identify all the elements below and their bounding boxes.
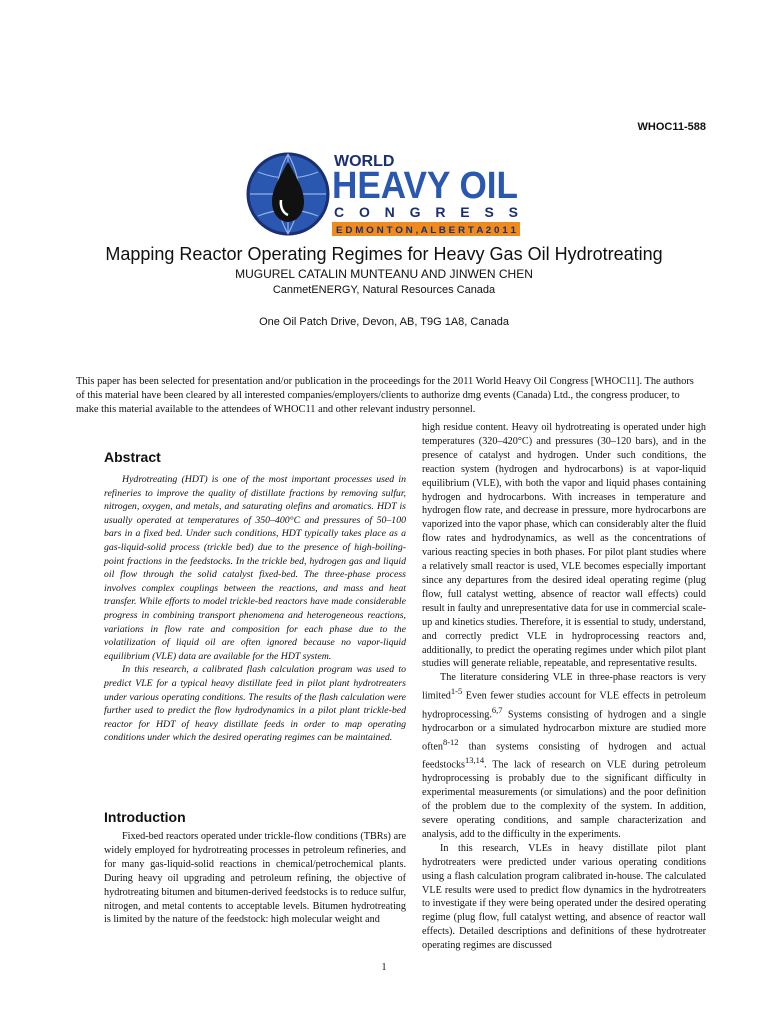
right-paragraph-1: high residue content. Heavy oil hydrotreating is operated under high temperatures (320–420°C) and pressures (30–120 bars), and in the presence of catalyst and hydrogen. Under such conditions, the reaction system (hydrogen and hydrocarbons) is at vapor-liquid equilibrium (VLE), with both the vapor and liquid phases containing hydrogen and hydrocarbons. With increases in temperature and hydrogen flow rate, and decrease in pressure, more hydrocarbons are vaporized into the vapor phase, which can considerably alter the fluid flow rates and hydrodynamics, as well as the concentrations of various reacting species in both phases. For pilot plant studies where a relatively small reactor is used, VLE becomes especially important since any departures from the desired ideal operating regime (plug flow, full catalyst wetting, absence of reactor wall effects) could result in faulty and unrepresentative data for use in commercial scale-up and kinetics studies. Therefore, it is essential to study, understand, and correctly predict VLE in hydroprocessing reactors and, additionally, to predict the operating regimes under which pilot plant studies will generate reliable, repeatable, and representative results. — [422, 422, 707, 670]
right-column — [422, 421, 706, 953]
right-paragraph-2: The literature considering VLE in three-phase reactors is very limited$^{1-5}$ Even fewer studies account for VLE effects in petroleum hydroprocessing.$^{6,7}$ Systems consisting of hydrogen and a single hydrocarbon or a simulated hydrocarbon mixture are studied more often$^{8-12}$ than systems consisting of hydrogen and actual feedstocks$^{13,14}$. The lack of research on VLE during petroleum hydroprocessing is probably due to the significant difficulty in experimental measurements (or simulations) and the poor definition of the problem due to the complexity of the system. In addition, severe operating conditions, and sample characterization and analysis, add to the difficulty in the experiments. — [422, 672, 706, 840]
paper-title: Mapping Reactor Operating Regimes for Heavy Gas Oil Hydrotreating — [105, 244, 663, 264]
affiliation: CanmetENERGY, Natural Resources Canada — [272, 284, 496, 296]
abstract-paragraph-1: Hydrotreating (HDT) is one of the most important processes used in refineries to improve the quality of distillate fractions by removing sulfur, nitrogen, oxygen, and metals, and saturating olefins and aromatics. HDT is usually operated at temperatures of 350–400°C and pressures of 50–100 bars in a fixed bed. Under such conditions, HDT typically takes place as a gas-liquid-solid process (trickle bed) due to the presence of high-boiling-point fractions in the feedstocks. In the trickle bed, hydrogen gas and liquid oil flow through the solid catalyst fixed-bed. The three-phase process involves complex couplings between the reactions, and mass and heat transfer. While efforts to model trickle-bed reactors have made considerable progress in combining transport phenomena and heterogeneous reactions, variations in flow rate and composition for each phase due to the volatilization of liquid oil are often ignored because no vapor-liquid equilibrium (VLE) data are available for the HDT system. — [104, 474, 406, 662]
citation: 1-5 — [450, 686, 463, 697]
introduction-paragraph-1: Fixed-bed reactors operated under trickle-flow conditions (TBRs) are widely employed for hydrotreating processes in petroleum refineries, and for many gas-liquid-solid reactions in chemical/petrochemical plants. During heavy oil upgrading and petroleum refining, the objective of hydrotreating bitumen and bitumen-derived feedstocks is to reduce sulfur, nitrogen, and metal contents to acceptable levels. Bitumen hydrotreating is limited by the nature of the feedstock: high molecular weight and — [104, 831, 406, 926]
authors: MUGUREL CATALIN MUNTEANU AND JINWEN CHEN — [235, 267, 533, 281]
logo-congress: C O N G R E S S — [334, 204, 518, 220]
paper-id: WHOC11-588 — [637, 121, 706, 133]
right-paragraph-3: In this research, VLEs in heavy distillate pilot plant hydrotreaters were predicted under various operating conditions using a flash calculation program calibrated in-house. The calculated VLE results were used to predict flow dynamics in the hydrotreaters to investigate if they were being operated under the desired operating regime (plug flow, full catalyst wetting, and absence of reactor wall effects). Detailed descriptions and definitions of these hydrotreater operating regimes are discussed — [422, 842, 706, 952]
congress-logo — [246, 150, 522, 238]
abstract-body — [104, 473, 406, 745]
publication-notice: This paper has been selected for presentation and/or publication in the proceedings for the 2011 World Heavy Oil Congress [WHOC11]. The authors of this material have been cleared by all interested companies/employers/clients to authorize dmg events (Canada) Ltd., the congress producer, to make this material available to the attendees of WHOC11 and other relevant industry personnel. — [76, 376, 694, 415]
abstract-paragraph-2: In this research, a calibrated flash calculation program was used to predict VLE for a typical heavy distillate feed in pilot plant hydrotreaters under various operating conditions. The results of the flash calculation were further used to predict the flow hydrodynamics in a pilot plant trickle-bed reactor for HDT of heavy distillate feeds in order to map operating conditions under which the desired operating regimes can be maintained. — [104, 664, 406, 744]
citation: 6,7 — [491, 704, 503, 715]
address: One Oil Patch Drive, Devon, AB, T9G 1A8, Canada — [259, 316, 509, 328]
logo-world: WORLD — [334, 153, 395, 170]
logo-location: E D M O N T O N , A L B E R T A 2 0 1 1 — [336, 225, 516, 235]
citation: 13,14 — [465, 755, 485, 766]
page-number: 1 — [381, 962, 387, 973]
logo-heavy-oil: HEAVY OIL — [332, 165, 518, 207]
introduction-body — [104, 830, 406, 927]
introduction-heading: Introduction — [104, 809, 186, 825]
citation: 8-12 — [442, 736, 459, 747]
abstract-heading: Abstract — [104, 449, 161, 465]
